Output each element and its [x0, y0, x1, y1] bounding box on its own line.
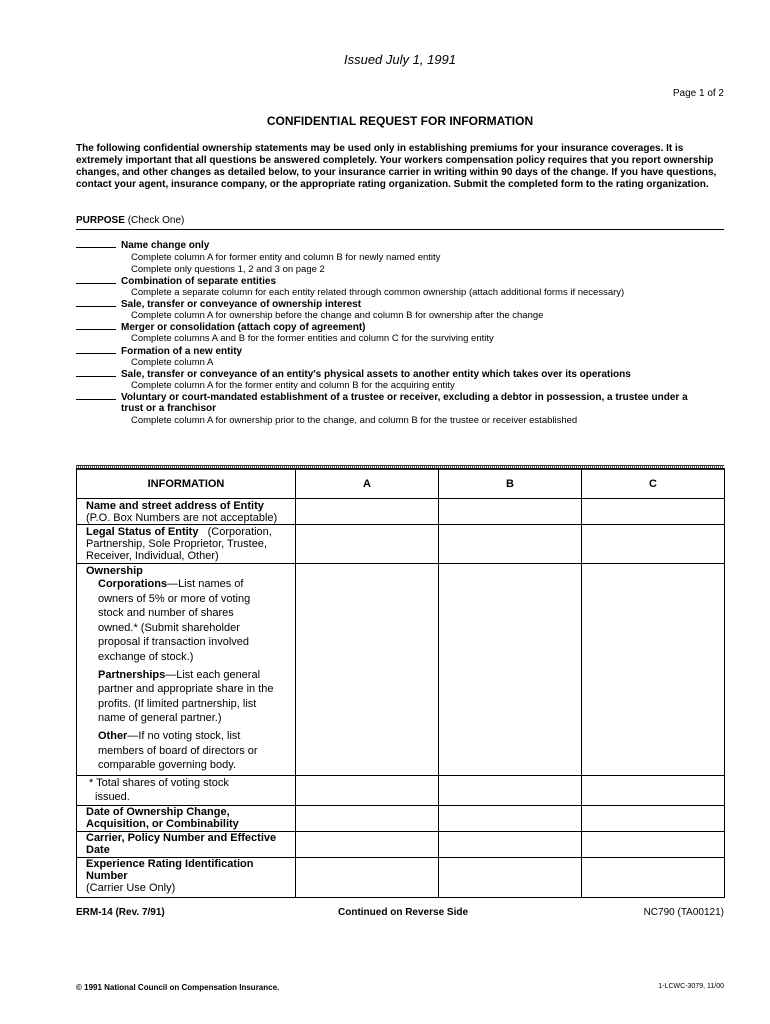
option-instruction: Complete a separate column for each entity related through common ownership (attach additional forms if necessary): [131, 287, 625, 298]
input-cell-b[interactable]: [439, 776, 582, 806]
option-instruction: Complete columns A and B for the former entities and column C for the surviving entity: [131, 333, 494, 344]
table-row-legal-status: [77, 525, 725, 564]
option-label: Sale, transfer or conveyance of an entity's physical assets to another entity which takes over its operations: [121, 369, 631, 380]
input-cell-b[interactable]: [439, 858, 582, 898]
input-cell-a[interactable]: [296, 776, 439, 806]
header-information: INFORMATION: [77, 469, 296, 499]
row-label-title: Ownership: [86, 565, 143, 577]
other-block: Other—If no voting stock, list members of board of directors or comparable governing body.: [98, 729, 258, 772]
row-label-title: Name and street address of Entity: [86, 500, 264, 512]
print-code: 1-LCWC-3079, 11/00: [658, 983, 724, 990]
input-cell-b[interactable]: [439, 564, 582, 776]
header-column-a: A: [296, 469, 439, 499]
row-label-note: Receiver, Individual, Other): [86, 550, 219, 562]
option-label: Name change only: [121, 240, 210, 251]
row-label-note: Partnership, Sole Proprietor, Trustee,: [86, 538, 267, 550]
table-row-total-shares: [77, 776, 725, 806]
option-label: Sale, transfer or conveyance of ownership interest: [121, 299, 362, 310]
checkbox-line[interactable]: [76, 368, 116, 377]
input-cell-b[interactable]: [439, 499, 582, 525]
option-instruction: Complete column A for ownership prior to the change, and column B for the trustee or receiver established: [131, 415, 578, 426]
row-label: [77, 564, 296, 776]
form-number: ERM-14 (Rev. 7/91): [76, 907, 165, 918]
partnerships-block: Partnerships—List each general partner and appropriate share in the profits. (If limited partnership, list name of general partner.): [98, 668, 274, 725]
row-label: [77, 525, 296, 564]
row-label: [77, 499, 296, 525]
input-cell-c[interactable]: [582, 806, 725, 832]
purpose-heading: [76, 215, 184, 226]
checkbox-line[interactable]: [76, 239, 116, 248]
input-cell-a[interactable]: [296, 525, 439, 564]
option-instruction: Complete column A for former entity and column B for newly named entity: [131, 252, 441, 263]
input-cell-a[interactable]: [296, 499, 439, 525]
input-cell-c[interactable]: [582, 776, 725, 806]
purpose-rule: [76, 229, 724, 230]
option-instruction: Complete column A for the former entity and column B for the acquiring entity: [131, 380, 455, 391]
table-row-date-change: [77, 806, 725, 832]
purpose-option-sale-transfer[interactable]: [76, 298, 726, 310]
option-label-continued: trust or a franchisor: [121, 403, 217, 414]
option-label: Formation of a new entity: [121, 346, 243, 357]
form-title: CONFIDENTIAL REQUEST FOR INFORMATION: [266, 114, 534, 128]
checkbox-line[interactable]: [76, 298, 116, 307]
purpose-option-name-change[interactable]: [76, 239, 726, 251]
issued-date: Issued July 1, 1991: [343, 52, 457, 67]
option-label: Voluntary or court-mandated establishment of a trustee or receiver, excluding a debtor in possession, a trustee under a: [121, 392, 688, 403]
table-row-ownership: [77, 564, 725, 776]
input-cell-a[interactable]: [296, 564, 439, 776]
purpose-option-merger[interactable]: [76, 321, 726, 333]
option-instruction: Complete column A for ownership before the change and column B for ownership after the change: [131, 310, 544, 321]
copyright: © 1991 National Council on Compensation Insurance.: [76, 983, 280, 992]
header-column-b: B: [439, 469, 582, 499]
intro-paragraph: The following confidential ownership statements may be used only in establishing premiums for your insurance coverages. It is extremely important that all questions be answered completely. Your workers compensation policy requires that you report ownership changes, and other changes as detailed below, to your insurance carrier in writing within 90 days of the change. If you have questions, contact your agent, insurance company, or the appropriate rating organization. Submit the completed form to the rating organization.: [76, 143, 717, 190]
row-label: Date of Ownership Change, Acquisition, or Combinability: [77, 806, 296, 832]
input-cell-b[interactable]: [439, 832, 582, 858]
option-label: Merger or consolidation (attach copy of agreement): [121, 322, 366, 333]
row-label: Carrier, Policy Number and Effective Date: [77, 832, 296, 858]
purpose-note: (Check One): [127, 215, 185, 226]
option-label: Combination of separate entities: [121, 276, 277, 287]
input-cell-a[interactable]: [296, 858, 439, 898]
purpose-option-combination[interactable]: [76, 275, 726, 287]
input-cell-a[interactable]: [296, 806, 439, 832]
corporations-block: Corporations—List names of owners of 5% or more of voting stock and number of shares owned.* (Submit shareholder proposal if transaction involved exchange of stock.): [98, 578, 251, 663]
continued-note: Continued on Reverse Side: [338, 907, 469, 918]
checkbox-line[interactable]: [76, 321, 116, 330]
purpose-option-trustee[interactable]: [76, 391, 726, 403]
purpose-option-formation[interactable]: [76, 345, 726, 357]
input-cell-b[interactable]: [439, 525, 582, 564]
header-column-c: C: [582, 469, 725, 499]
purpose-option-asset-sale[interactable]: [76, 368, 726, 380]
checkbox-line[interactable]: [76, 391, 116, 400]
row-label: * Total shares of voting stock issued.: [77, 776, 296, 806]
checkbox-line[interactable]: [76, 345, 116, 354]
row-label: Experience Rating Identification Number (Carrier Use Only): [77, 858, 296, 898]
table-header-row: [77, 469, 725, 499]
row-label-note: (Corporation,: [207, 526, 272, 538]
input-cell-b[interactable]: [439, 806, 582, 832]
information-table: [76, 468, 725, 898]
row-label-note: (P.O. Box Numbers are not acceptable): [86, 512, 278, 524]
table-row-carrier-policy: [77, 832, 725, 858]
option-instruction: Complete column A: [131, 357, 214, 368]
table-row-name-address: [77, 499, 725, 525]
row-label-title: Legal Status of Entity: [86, 526, 199, 538]
input-cell-c[interactable]: [582, 858, 725, 898]
table-row-experience-rating: [77, 858, 725, 898]
input-cell-c[interactable]: [582, 499, 725, 525]
input-cell-c[interactable]: [582, 832, 725, 858]
input-cell-c[interactable]: [582, 525, 725, 564]
option-instruction: Complete only questions 1, 2 and 3 on page 2: [131, 264, 325, 275]
purpose-label: PURPOSE: [76, 215, 125, 226]
input-cell-c[interactable]: [582, 564, 725, 776]
form-code: NC790 (TA00121): [643, 907, 724, 918]
page-number: Page 1 of 2: [672, 88, 724, 99]
input-cell-a[interactable]: [296, 832, 439, 858]
checkbox-line[interactable]: [76, 275, 116, 284]
